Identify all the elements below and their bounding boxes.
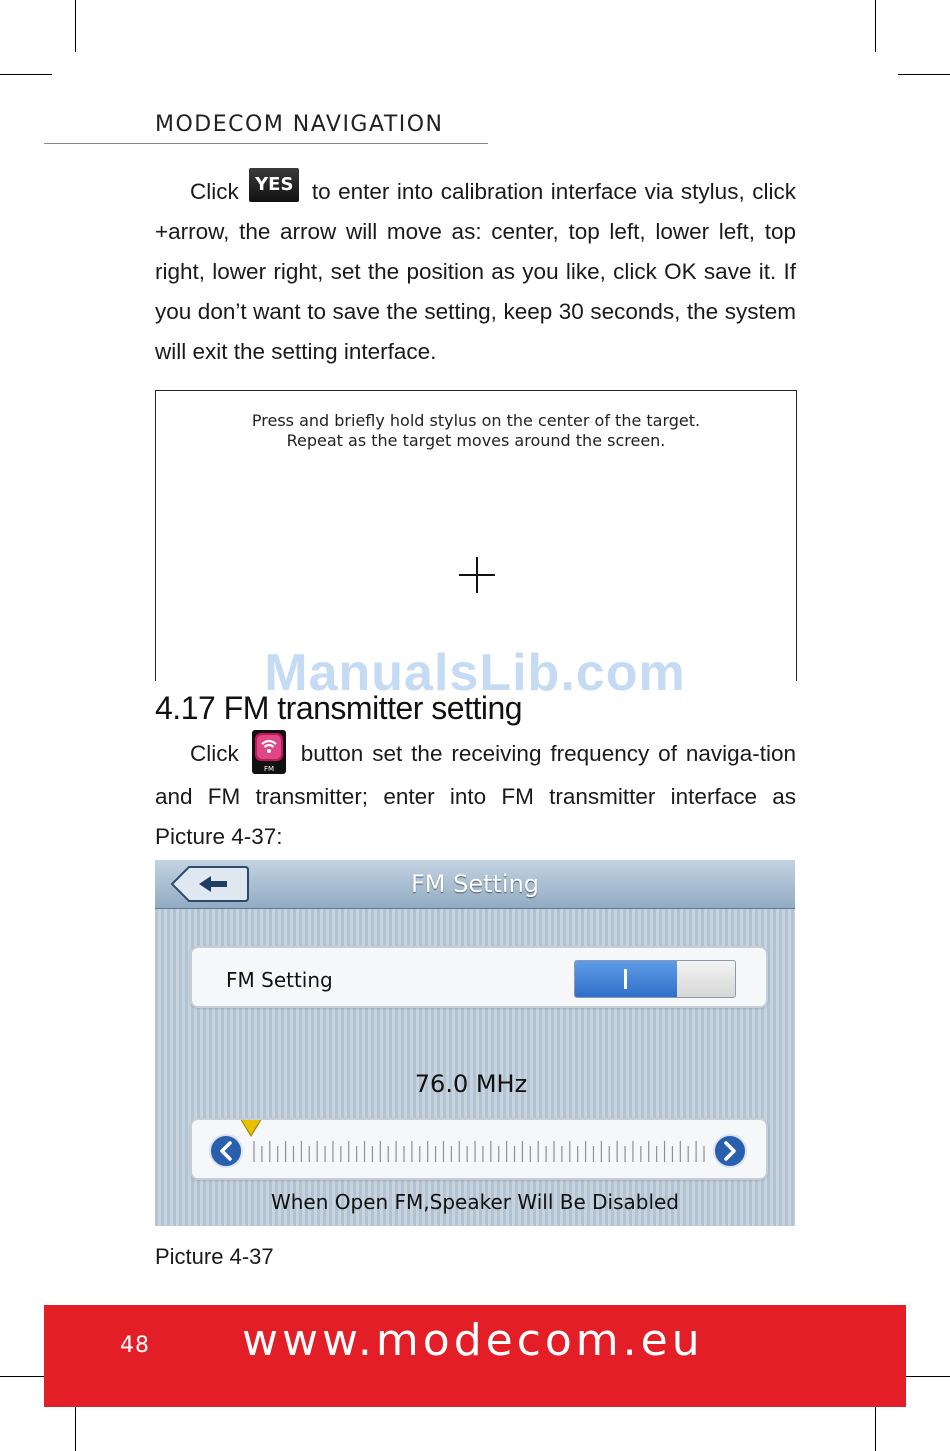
calibration-line-2: Repeat as the target moves around the screen. — [286, 431, 666, 450]
speaker-warning: When Open FM,Speaker Will Be Disabled — [270, 1190, 680, 1214]
crop-mark — [898, 74, 950, 75]
header-title: MODECOM NAVIGATION — [155, 112, 444, 137]
watermark: ManualsLib.com — [264, 644, 686, 702]
crop-mark — [875, 0, 876, 52]
frequency-display: 76.0 MHz — [414, 1070, 528, 1098]
calibration-screen — [155, 390, 797, 681]
picture-caption: Picture 4-37 — [155, 1244, 274, 1269]
crop-mark — [75, 0, 76, 52]
crosshair-target-icon-vertical[interactable] — [476, 557, 478, 593]
fm-setting-row — [190, 946, 768, 1008]
calibration-instructions: to enter into calibration interface via stylus, click +arrow, the arrow will move as: center, top left, lower left, top right, lower right, set the position as you like, click OK save it. If you don’t want to save the setting, keep 30 seconds, the system will exit the setting interface. — [155, 179, 796, 364]
increase-frequency-button — [714, 1135, 746, 1167]
fm-instructions: button set the receiving frequency of naviga-tion and FM transmitter; enter into FM transmitter interface as Picture 4-37: — [155, 740, 796, 849]
fm-titlebar — [155, 860, 795, 909]
click-word: Click — [190, 740, 239, 766]
website-link[interactable]: www.modecom.eu — [242, 1315, 704, 1366]
yes-button-icon: YES — [249, 168, 299, 202]
decrease-frequency-button — [210, 1135, 242, 1167]
calibration-message — [156, 411, 796, 451]
section-heading: 4.17 FM transmitter setting — [155, 690, 523, 726]
fm-setting-label: FM Setting — [226, 968, 333, 992]
click-word: Click — [190, 179, 239, 204]
fm-icon-label: FM — [263, 765, 274, 773]
fm-transmitter-icon — [252, 730, 286, 774]
page-number: 48 — [120, 1333, 150, 1358]
slider-marker-icon — [240, 1120, 262, 1136]
fm-toggle-switch[interactable] — [574, 960, 736, 998]
frequency-slider-panel — [190, 1118, 768, 1180]
frequency-slider — [192, 1120, 766, 1178]
crop-mark — [0, 74, 52, 75]
header-rule — [44, 143, 488, 144]
fm-paragraph — [155, 733, 796, 857]
fm-setting-screen — [155, 860, 795, 1226]
toggle-off-segment — [677, 961, 735, 997]
calibration-paragraph — [155, 172, 796, 372]
toggle-on-indicator — [624, 969, 627, 989]
calibration-line-1: Press and briefly hold stylus on the center of the target. — [251, 411, 701, 430]
frequency-scale-ticks — [254, 1141, 704, 1162]
footer-bar — [44, 1305, 906, 1407]
fm-screen-title: FM Setting — [410, 870, 540, 898]
